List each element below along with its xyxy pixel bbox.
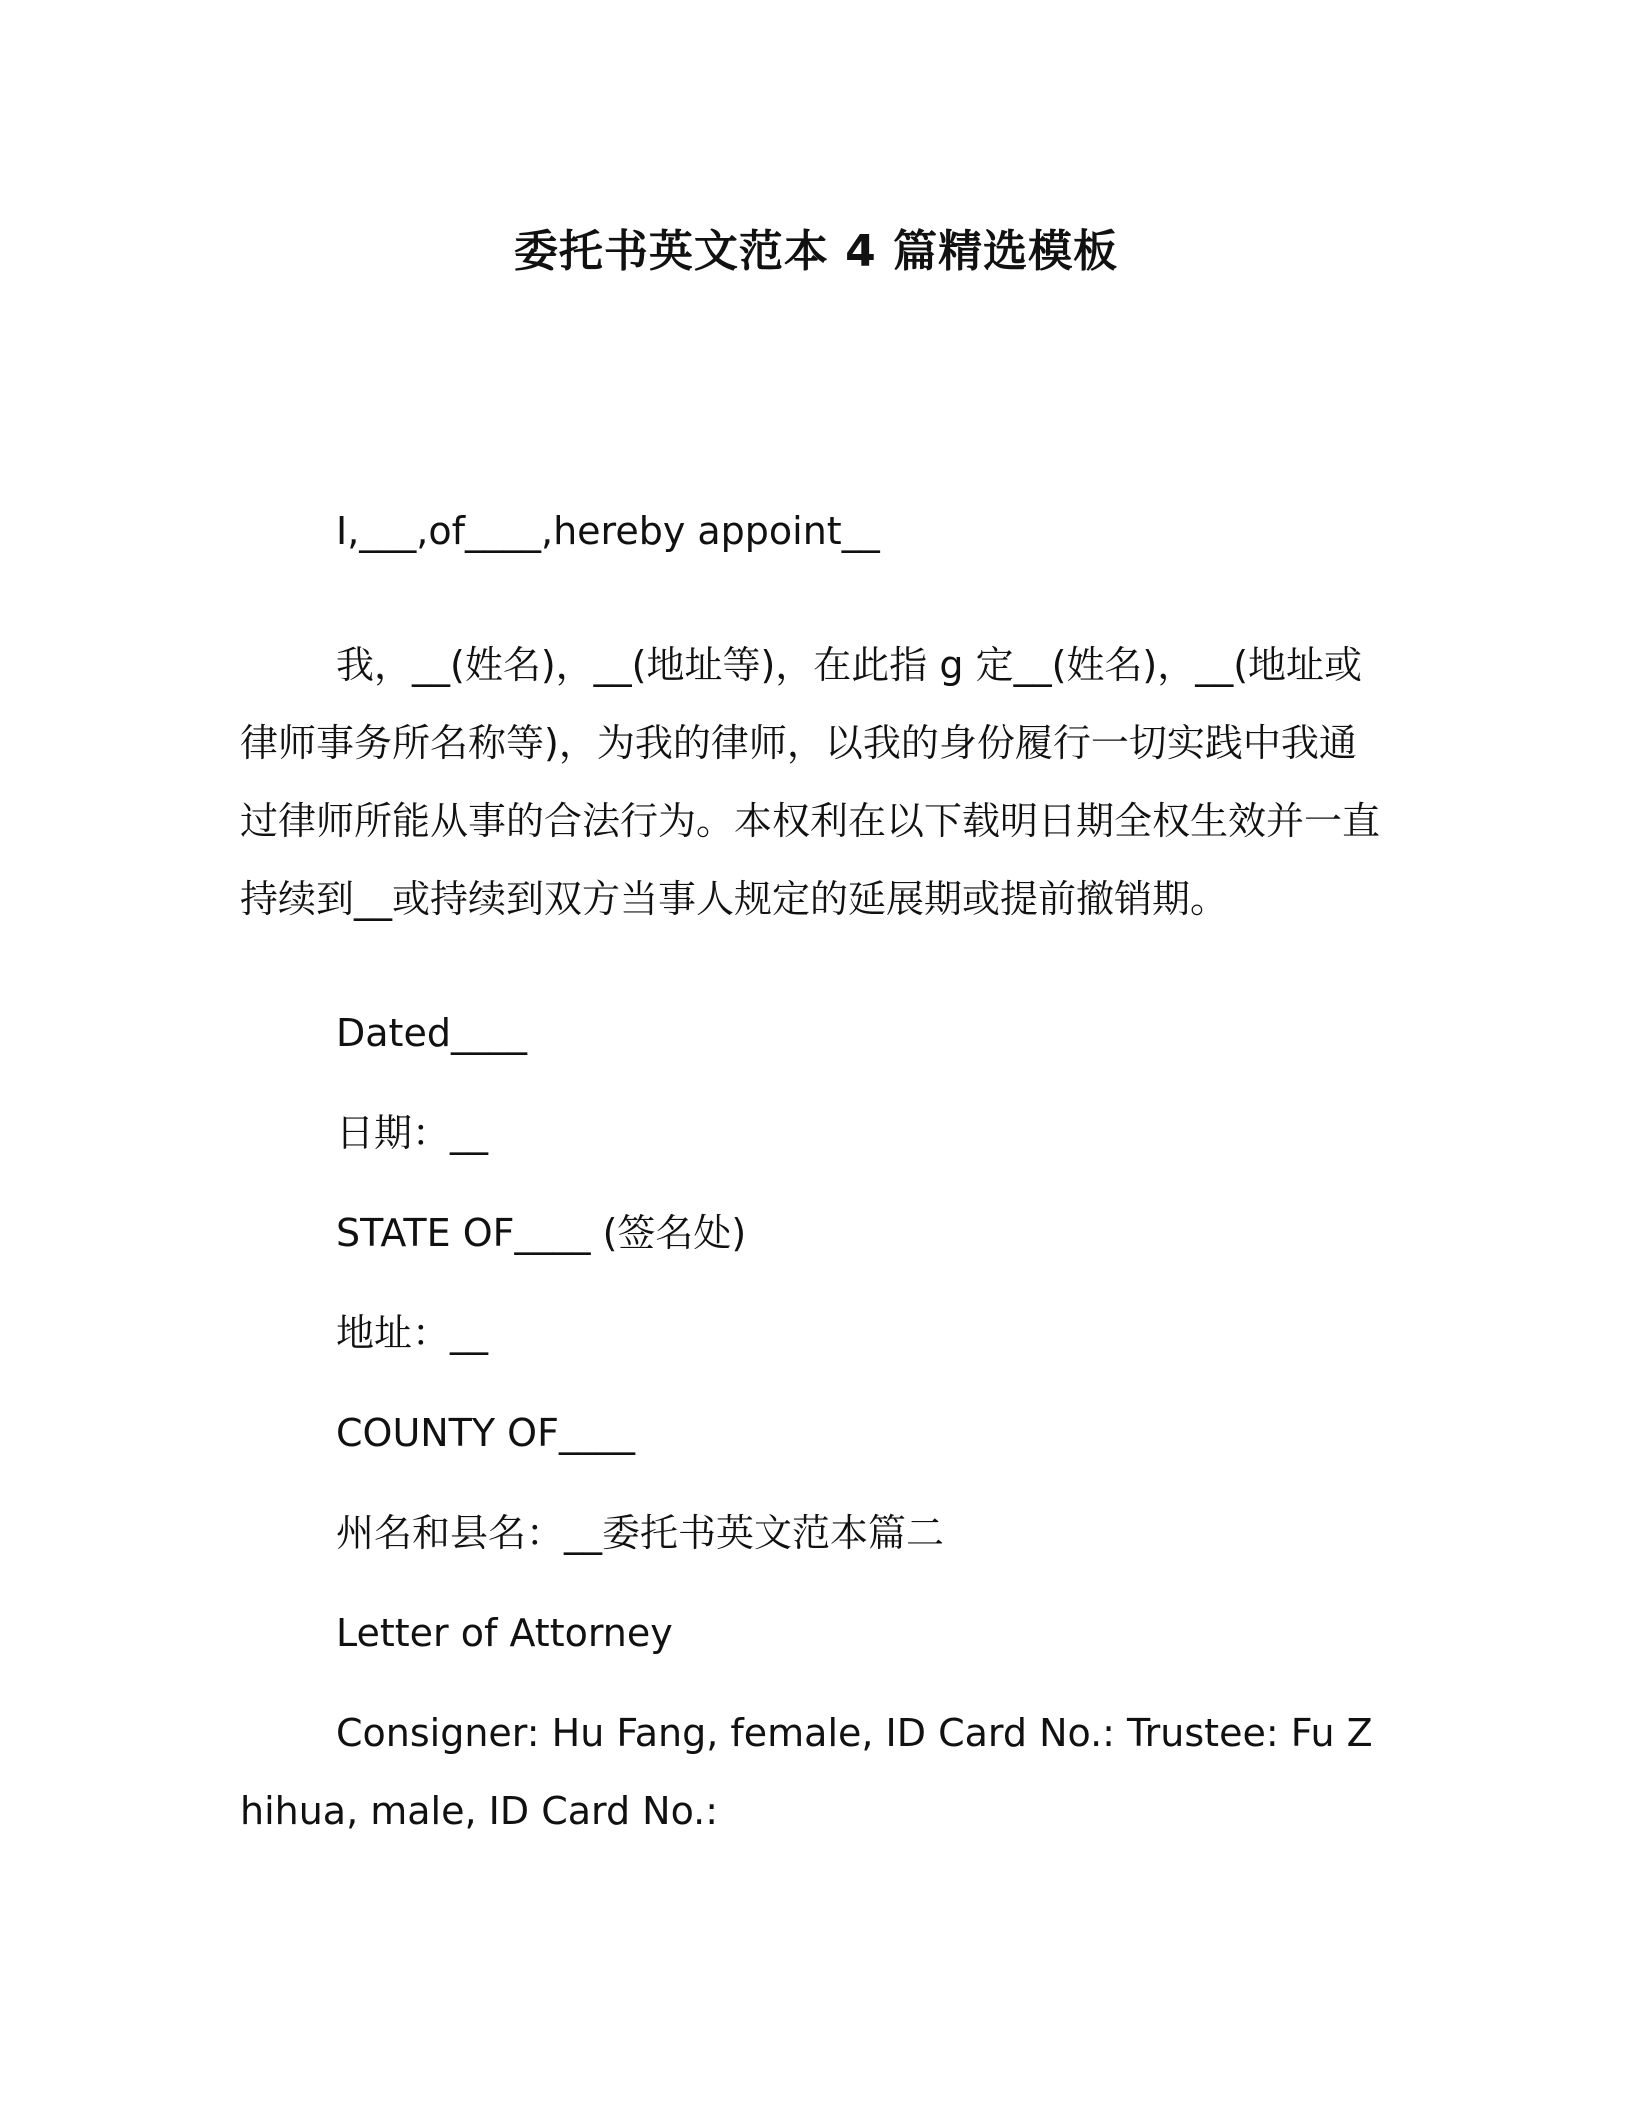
paragraph-county-of: COUNTY OF____	[336, 1411, 635, 1455]
paragraph-consigner-trustee: Consigner: Hu Fang, female, ID Card No.: Trustee: Fu Zhihua, male, ID Card No.:	[240, 1711, 1373, 1833]
paragraph-dated: Dated____	[336, 1011, 527, 1055]
paragraph-state-county-zh: 州名和县名：__委托书英文范本篇二	[336, 1511, 945, 1555]
document-title: 委托书英文范本 4 篇精选模板	[513, 226, 1119, 277]
paragraph-address-zh: 地址：__	[336, 1311, 489, 1355]
paragraph-date-zh: 日期：__	[336, 1111, 489, 1155]
paragraph-letter-heading: Letter of Attorney	[336, 1611, 673, 1655]
document-body	[240, 492, 1390, 1906]
paragraph-appoint-zh: 我，__(姓名)，__(地址等)，在此指 g 定__(姓名)，__(地址或律师事务所名称等)，为我的律师，以我的身份履行一切实践中我通过律师所能从事的合法行为。本权利在以下载明日期全权生效并一直持续到__或持续到双方当事人规定的延展期或提前撤销期。	[240, 643, 1381, 921]
paragraph-appoint-en: I,___,of____,hereby appoint__	[336, 509, 880, 553]
paragraph-state-of: STATE OF____ (签名处)	[336, 1211, 747, 1255]
